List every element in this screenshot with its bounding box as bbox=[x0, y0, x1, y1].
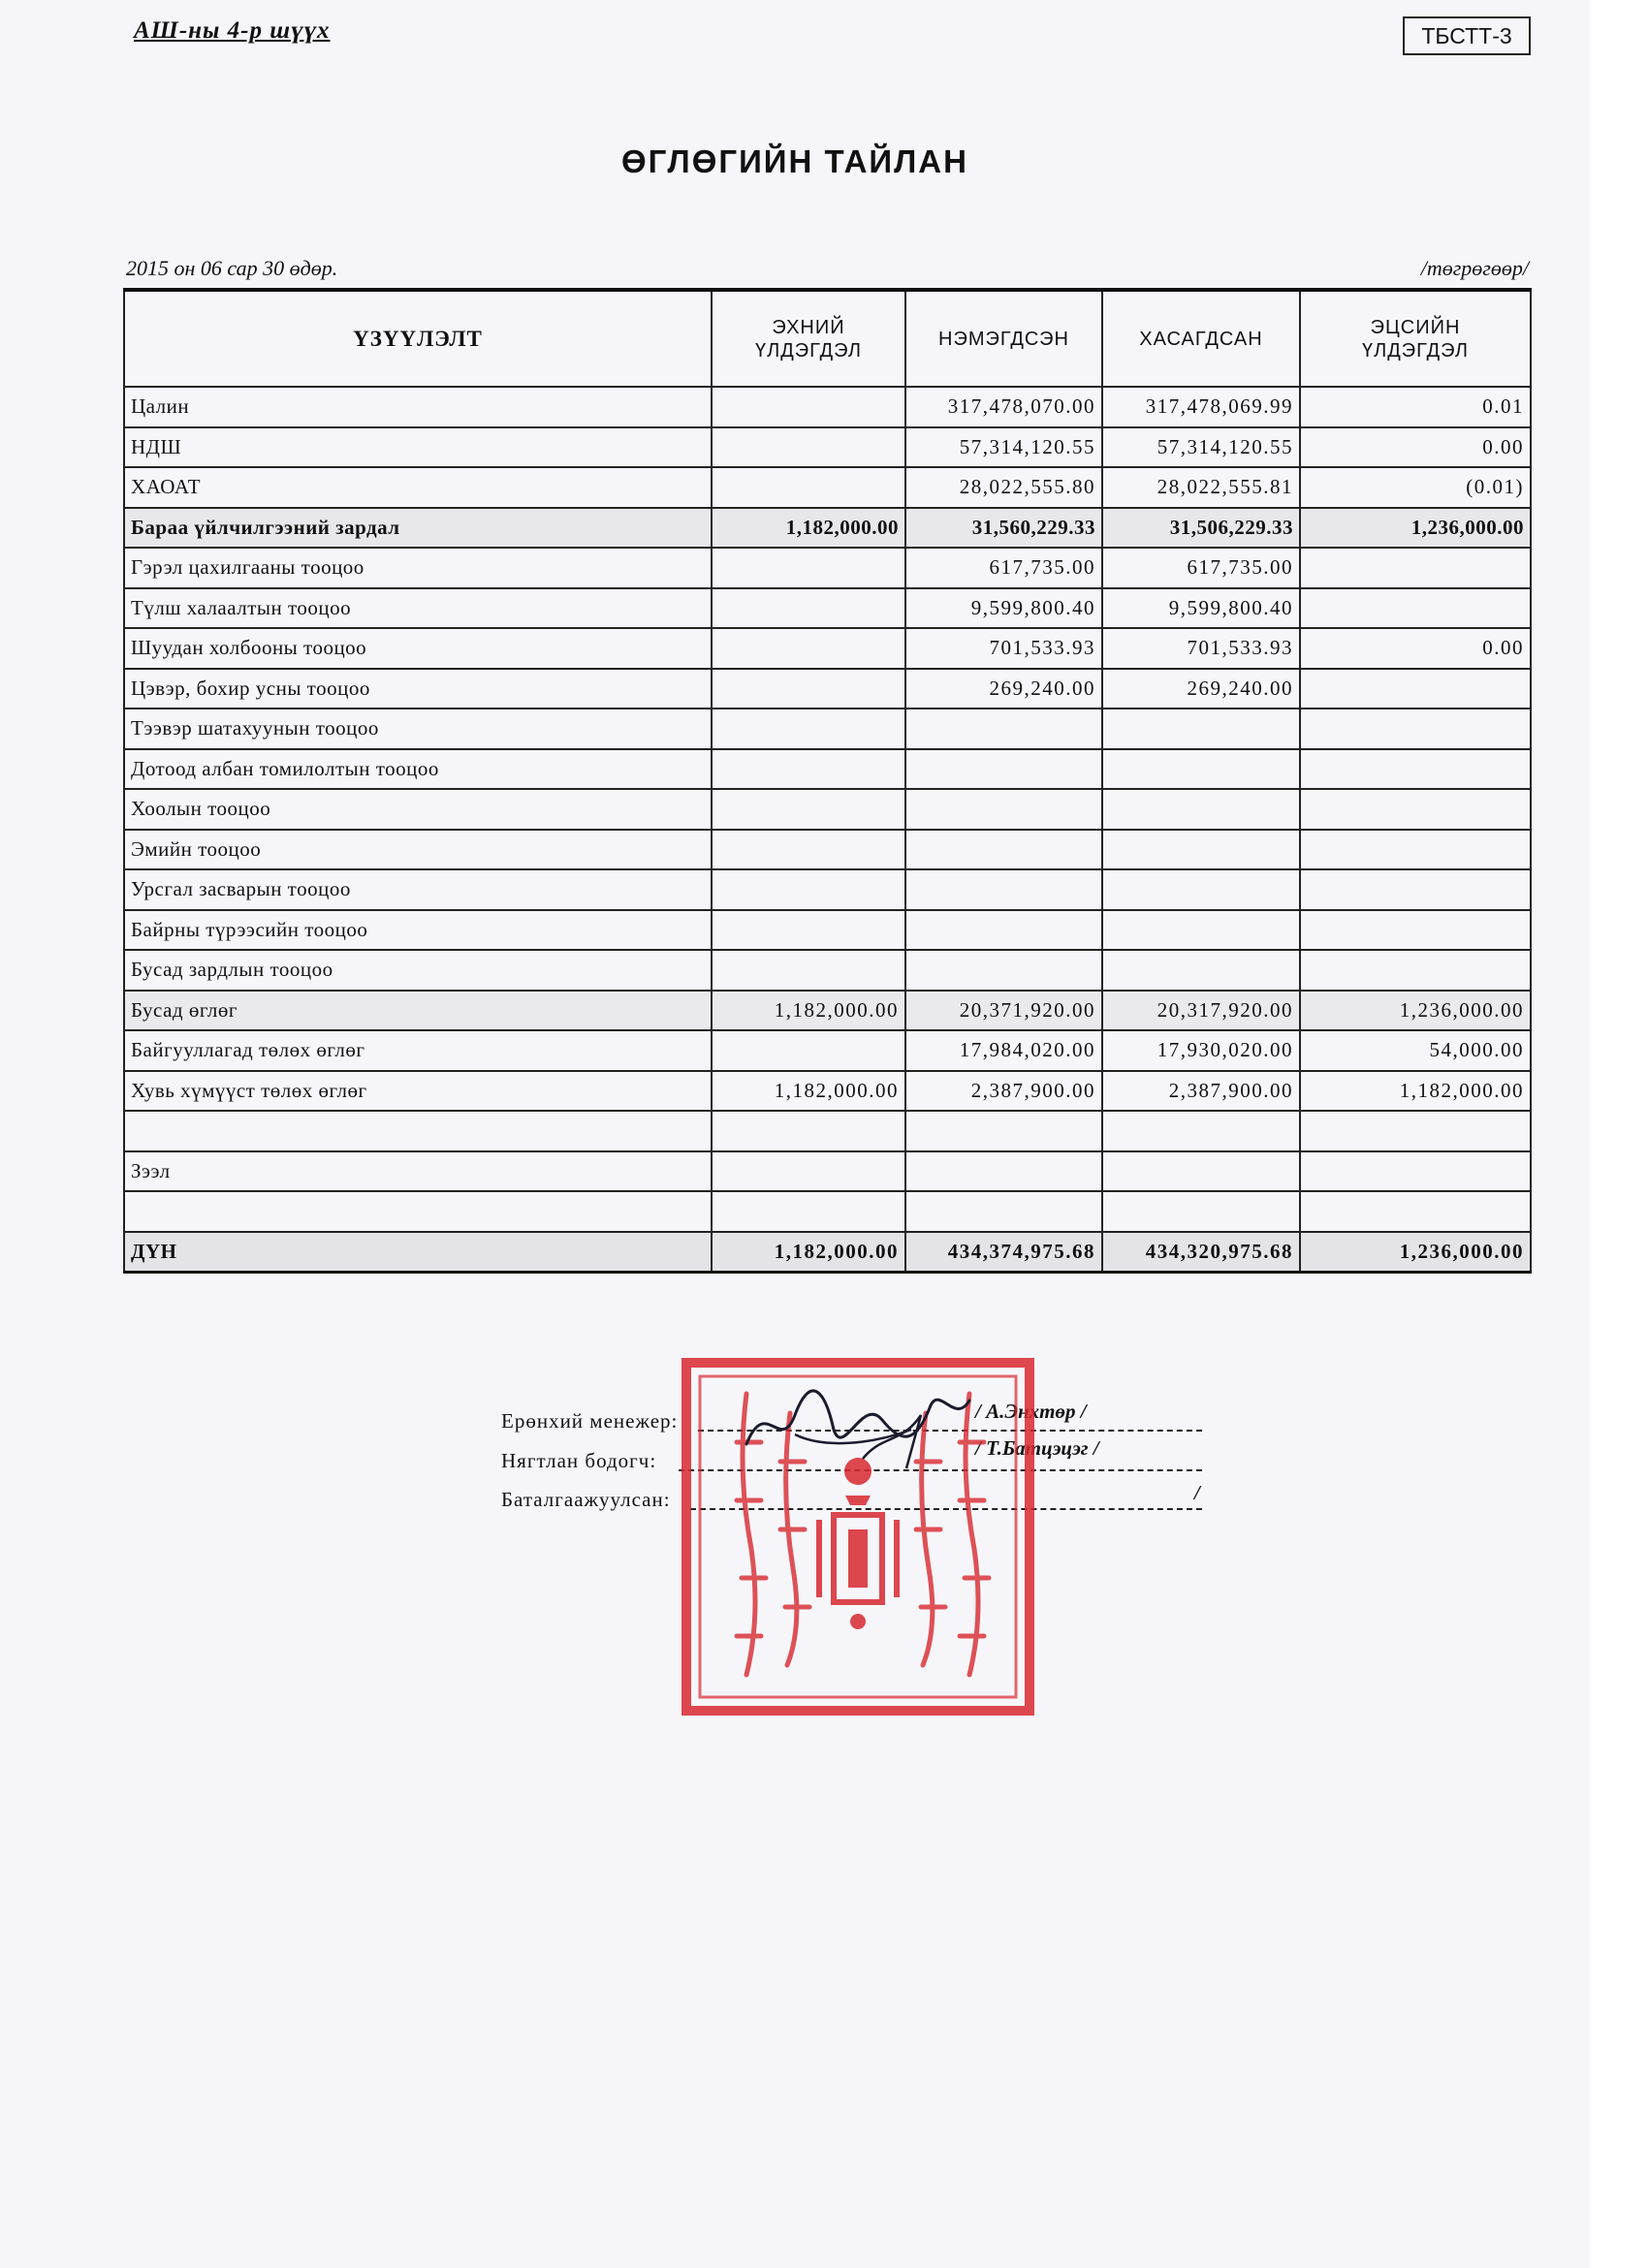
amount-cell: 434,320,975.68 bbox=[1102, 1232, 1300, 1273]
row-label: Бусад өглөг bbox=[124, 991, 712, 1031]
amount-cell: 20,371,920.00 bbox=[905, 991, 1102, 1031]
amount-cell: 0.00 bbox=[1300, 628, 1531, 669]
amount-cell bbox=[712, 869, 905, 910]
amount-cell bbox=[712, 588, 905, 629]
amount-cell bbox=[1102, 1111, 1300, 1151]
table-row-total bbox=[124, 1232, 1531, 1273]
amount-cell: 701,533.93 bbox=[1102, 628, 1300, 669]
amount-cell bbox=[905, 749, 1102, 790]
report-date: 2015 он 06 сар 30 өдөр. bbox=[126, 256, 338, 280]
amount-cell bbox=[1300, 789, 1531, 830]
amount-cell bbox=[712, 669, 905, 709]
amount-cell bbox=[1300, 1191, 1531, 1232]
table-row-subtotal bbox=[124, 508, 1531, 549]
form-code-box: ТБСТТ-3 bbox=[1403, 16, 1531, 55]
amount-cell: 0.00 bbox=[1300, 427, 1531, 468]
amount-cell bbox=[1300, 548, 1531, 588]
row-label: Бараа үйлчилгээний зардал bbox=[124, 508, 712, 549]
amount-cell bbox=[1300, 910, 1531, 951]
amount-cell: 31,506,229.33 bbox=[1102, 508, 1300, 549]
amount-cell: 17,930,020.00 bbox=[1102, 1030, 1300, 1071]
amount-cell bbox=[1102, 709, 1300, 749]
amount-cell: 1,182,000.00 bbox=[712, 1071, 905, 1112]
table-row bbox=[124, 910, 1531, 951]
verified-name: / bbox=[1194, 1481, 1200, 1504]
table-row bbox=[124, 1071, 1531, 1112]
amount-cell bbox=[712, 628, 905, 669]
amount-cell bbox=[712, 830, 905, 870]
amount-cell bbox=[1300, 1111, 1531, 1151]
amount-cell: 1,182,000.00 bbox=[1300, 1071, 1531, 1112]
table-row bbox=[124, 387, 1531, 427]
amount-cell: 1,182,000.00 bbox=[712, 991, 905, 1031]
amount-cell: 9,599,800.40 bbox=[905, 588, 1102, 629]
row-label: Шуудан холбооны тооцоо bbox=[124, 628, 712, 669]
amount-cell: 28,022,555.81 bbox=[1102, 467, 1300, 508]
manager-label: Ерөнхий менежер: bbox=[501, 1409, 679, 1433]
row-label: Дотоод албан томилолтын тооцоо bbox=[124, 749, 712, 790]
amount-cell bbox=[905, 950, 1102, 991]
table-row-subtotal bbox=[124, 991, 1531, 1031]
table-body bbox=[124, 387, 1531, 1273]
amount-cell bbox=[1300, 830, 1531, 870]
table-row bbox=[124, 789, 1531, 830]
amount-cell: 269,240.00 bbox=[1102, 669, 1300, 709]
col-closing-balance: ЭЦСИЙН ҮЛДЭГДЭЛ bbox=[1300, 290, 1531, 387]
amount-cell: 0.01 bbox=[1300, 387, 1531, 427]
currency-unit: /төгрөгөөр/ bbox=[1420, 256, 1529, 280]
accountant-name: / Т.Батцэцэг / bbox=[975, 1436, 1099, 1460]
amount-cell: 31,560,229.33 bbox=[905, 508, 1102, 549]
amount-cell bbox=[1102, 749, 1300, 790]
table-row bbox=[124, 588, 1531, 629]
row-label: Тээвэр шатахуунын тооцоо bbox=[124, 709, 712, 749]
amount-cell: 2,387,900.00 bbox=[905, 1071, 1102, 1112]
amount-cell bbox=[1300, 950, 1531, 991]
amount-cell: 17,984,020.00 bbox=[905, 1030, 1102, 1071]
amount-cell: 1,236,000.00 bbox=[1300, 1232, 1531, 1273]
amount-cell bbox=[712, 950, 905, 991]
table-row bbox=[124, 628, 1531, 669]
amount-cell: 2,387,900.00 bbox=[1102, 1071, 1300, 1112]
amount-cell bbox=[712, 709, 905, 749]
amount-cell: 9,599,800.40 bbox=[1102, 588, 1300, 629]
amount-cell bbox=[712, 749, 905, 790]
row-label: Эмийн тооцоо bbox=[124, 830, 712, 870]
amount-cell: 1,236,000.00 bbox=[1300, 508, 1531, 549]
manager-name: / А.Энхтөр / bbox=[975, 1400, 1087, 1423]
row-label: Түлш халаалтын тооцоо bbox=[124, 588, 712, 629]
amount-cell bbox=[712, 910, 905, 951]
table-row bbox=[124, 830, 1531, 870]
row-label: Гэрэл цахилгааны тооцоо bbox=[124, 548, 712, 588]
table-row bbox=[124, 669, 1531, 709]
amount-cell bbox=[712, 1030, 905, 1071]
amount-cell bbox=[712, 1151, 905, 1192]
row-label: Урсгал засварын тооцоо bbox=[124, 869, 712, 910]
amount-cell: 1,182,000.00 bbox=[712, 508, 905, 549]
amount-cell: 57,314,120.55 bbox=[905, 427, 1102, 468]
row-label bbox=[124, 1191, 712, 1232]
amount-cell: 1,236,000.00 bbox=[1300, 991, 1531, 1031]
payables-table bbox=[123, 288, 1532, 1274]
row-label: Хувь хүмүүст төлөх өглөг bbox=[124, 1071, 712, 1112]
row-label: Зээл bbox=[124, 1151, 712, 1192]
amount-cell bbox=[1300, 869, 1531, 910]
appendix-label: АШ-ны 4-р шүүх bbox=[134, 17, 331, 44]
amount-cell: 617,735.00 bbox=[1102, 548, 1300, 588]
table-row bbox=[124, 1111, 1531, 1151]
amount-cell: 57,314,120.55 bbox=[1102, 427, 1300, 468]
row-label bbox=[124, 1111, 712, 1151]
amount-cell: (0.01) bbox=[1300, 467, 1531, 508]
col-opening-balance: ЭХНИЙ ҮЛДЭГДЭЛ bbox=[712, 290, 905, 387]
row-label: НДШ bbox=[124, 427, 712, 468]
amount-cell bbox=[905, 1151, 1102, 1192]
amount-cell: 701,533.93 bbox=[905, 628, 1102, 669]
amount-cell bbox=[712, 1111, 905, 1151]
amount-cell bbox=[1300, 588, 1531, 629]
accountant-label: Нягтлан бодогч: bbox=[501, 1449, 657, 1472]
amount-cell: 54,000.00 bbox=[1300, 1030, 1531, 1071]
amount-cell bbox=[1300, 709, 1531, 749]
col-added: НЭМЭГДСЭН bbox=[905, 290, 1102, 387]
table-header-row bbox=[124, 290, 1531, 387]
page-edge bbox=[1590, 0, 1648, 2268]
verified-label: Баталгаажуулсан: bbox=[501, 1488, 671, 1511]
amount-cell: 1,182,000.00 bbox=[712, 1232, 905, 1273]
col-deducted: ХАСАГДСАН bbox=[1102, 290, 1300, 387]
row-label: ХАОАТ bbox=[124, 467, 712, 508]
row-label: Байгууллагад төлөх өглөг bbox=[124, 1030, 712, 1071]
amount-cell: 20,317,920.00 bbox=[1102, 991, 1300, 1031]
amount-cell bbox=[905, 789, 1102, 830]
amount-cell bbox=[1102, 910, 1300, 951]
amount-cell bbox=[905, 869, 1102, 910]
amount-cell bbox=[1102, 789, 1300, 830]
amount-cell bbox=[1102, 830, 1300, 870]
amount-cell bbox=[712, 427, 905, 468]
row-label: Цэвэр, бохир усны тооцоо bbox=[124, 669, 712, 709]
amount-cell bbox=[1102, 950, 1300, 991]
amount-cell bbox=[1300, 1151, 1531, 1192]
amount-cell bbox=[905, 830, 1102, 870]
row-label: ДҮН bbox=[124, 1232, 712, 1273]
amount-cell bbox=[1102, 1191, 1300, 1232]
amount-cell bbox=[712, 387, 905, 427]
amount-cell bbox=[712, 1191, 905, 1232]
table-row bbox=[124, 467, 1531, 508]
table-row bbox=[124, 427, 1531, 468]
table-row bbox=[124, 709, 1531, 749]
table-row bbox=[124, 1151, 1531, 1192]
report-title: ӨГЛӨГИЙН ТАЙЛАН bbox=[621, 143, 968, 179]
row-label: Хоолын тооцоо bbox=[124, 789, 712, 830]
amount-cell: 317,478,069.99 bbox=[1102, 387, 1300, 427]
row-label: Байрны түрээсийн тооцоо bbox=[124, 910, 712, 951]
amount-cell bbox=[905, 1111, 1102, 1151]
handwritten-signature bbox=[737, 1376, 989, 1473]
amount-cell bbox=[905, 910, 1102, 951]
amount-cell bbox=[1300, 669, 1531, 709]
table-row bbox=[124, 950, 1531, 991]
amount-cell: 434,374,975.68 bbox=[905, 1232, 1102, 1273]
table-row bbox=[124, 749, 1531, 790]
amount-cell: 28,022,555.80 bbox=[905, 467, 1102, 508]
table-row bbox=[124, 1191, 1531, 1232]
col-indicator: ҮЗҮҮЛЭЛТ bbox=[124, 290, 712, 387]
row-label: Цалин bbox=[124, 387, 712, 427]
amount-cell: 617,735.00 bbox=[905, 548, 1102, 588]
amount-cell bbox=[712, 467, 905, 508]
amount-cell bbox=[1102, 1151, 1300, 1192]
amount-cell bbox=[905, 709, 1102, 749]
amount-cell bbox=[1300, 749, 1531, 790]
amount-cell bbox=[712, 789, 905, 830]
amount-cell bbox=[905, 1191, 1102, 1232]
amount-cell bbox=[712, 548, 905, 588]
amount-cell: 317,478,070.00 bbox=[905, 387, 1102, 427]
table-row bbox=[124, 1030, 1531, 1071]
table-row bbox=[124, 869, 1531, 910]
amount-cell bbox=[1102, 869, 1300, 910]
amount-cell: 269,240.00 bbox=[905, 669, 1102, 709]
table-row bbox=[124, 548, 1531, 588]
row-label: Бусад зардлын тооцоо bbox=[124, 950, 712, 991]
